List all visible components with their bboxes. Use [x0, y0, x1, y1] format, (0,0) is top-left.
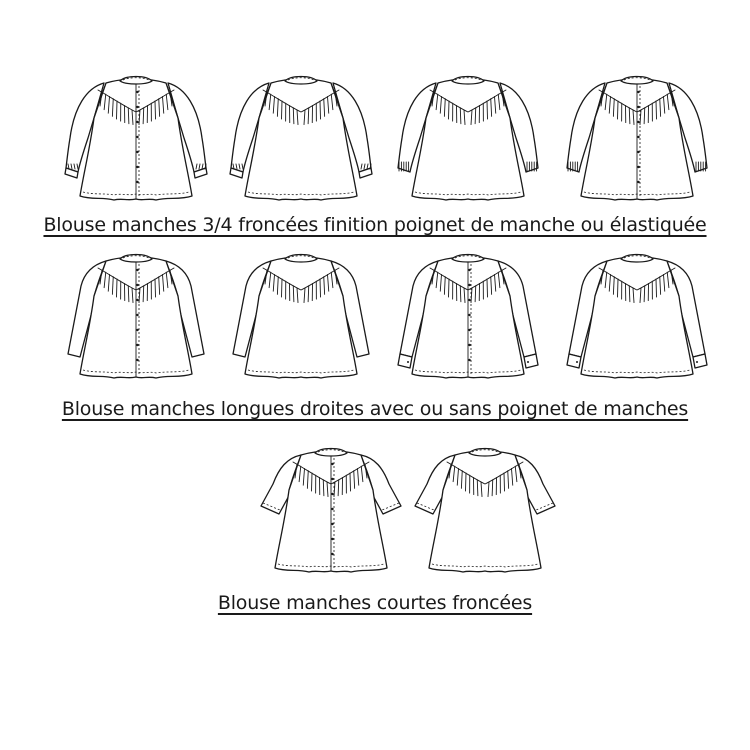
button [136, 121, 138, 123]
button [468, 284, 470, 286]
button [136, 359, 138, 361]
caption-row2: Blouse manches longues droites avec ou sans poignet de manches [61, 398, 689, 420]
button [331, 553, 333, 555]
button [637, 91, 639, 93]
caption-row1: Blouse manches 3/4 froncées finition poignet de manche ou élastiquée [43, 214, 707, 236]
blouse-row1-fig4 [557, 68, 717, 208]
button [468, 269, 470, 271]
button [136, 181, 138, 183]
button [136, 329, 138, 331]
button [637, 181, 639, 183]
button [637, 136, 639, 138]
blouse-row3-fig1 [251, 440, 411, 580]
button [136, 151, 138, 153]
button [136, 284, 138, 286]
button [468, 329, 470, 331]
button [136, 344, 138, 346]
blouse-row1-fig2 [221, 68, 381, 208]
blouse-row1-fig1 [56, 68, 216, 208]
button [136, 166, 138, 168]
button [136, 314, 138, 316]
button [637, 166, 639, 168]
blouse-row2-fig2 [221, 246, 381, 386]
button [331, 538, 333, 540]
button [637, 121, 639, 123]
button [331, 463, 333, 465]
button [468, 314, 470, 316]
blouse-row1-fig3 [388, 68, 548, 208]
button [468, 359, 470, 361]
button [637, 106, 639, 108]
blouse-row2-fig1 [56, 246, 216, 386]
blouse-row2-fig4 [557, 246, 717, 386]
button [331, 523, 333, 525]
button [331, 478, 333, 480]
button [136, 136, 138, 138]
caption-row3: Blouse manches courtes froncées [217, 592, 533, 614]
button [468, 299, 470, 301]
button [468, 344, 470, 346]
button [136, 269, 138, 271]
button [637, 151, 639, 153]
button [136, 91, 138, 93]
button [136, 106, 138, 108]
button [136, 299, 138, 301]
button [331, 493, 333, 495]
button [331, 508, 333, 510]
blouse-row2-fig3 [388, 246, 548, 386]
blouse-row3-fig2 [405, 440, 565, 580]
